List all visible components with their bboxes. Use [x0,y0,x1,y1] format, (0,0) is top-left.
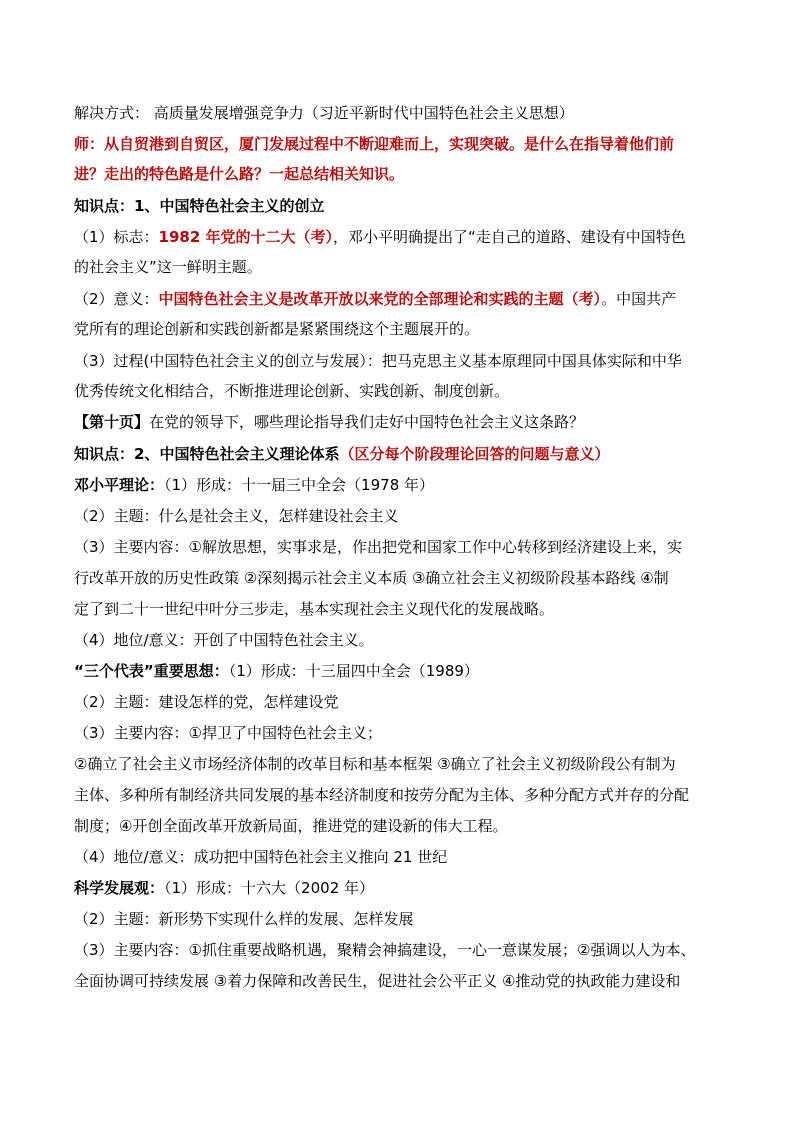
scientific-development-content-1: （3）主要内容：①抓住重要战略机遇，聚精会神搞建设，一心一意谋发展；②强调以人为本、 [74,941,696,959]
three-represents-label: “三个代表”重要思想： [74,662,229,680]
significance-highlight: 中国特色社会主义是改革开放以来党的全部理论和实践的主题（考） [158,290,602,308]
scientific-development-formation: （1）形成：十六大（2002 年） [164,879,375,897]
significance-label: （2）意义： [74,290,159,308]
scientific-development-content-2: 全面协调可持续发展 ③着力保障和改善民生，促进社会公平正义 ④推动党的执政能力建设和 [74,972,681,990]
page-ten-text: 在党的领导下，哪些理论指导我们走好中国特色社会主义这条路？ [149,413,585,431]
deng-theory-line [74,475,734,495]
landmark-highlight: 1982 年党的十二大（考） [158,228,334,246]
three-represents-content-1: （3）主要内容：①捍卫了中国特色社会主义； [74,724,382,742]
deng-content-line-2: 行改革开放的历史性政策 ②深刻揭示社会主义本质 ③确立社会主义初级阶段基本路线 ④制 [74,569,669,587]
three-represents-content-3: 主体、多种所有制经济共同发展的基本经济制度和按劳分配为主体、多种分配方式并存的分配 [74,786,690,804]
three-represents-formation: （1）形成：十三届四中全会（1989） [228,662,479,680]
process-line: （3）过程(中国特色社会主义的创立与发展）：把马克思主义基本原理同中国具体实际和中华 [74,352,682,370]
landmark-line-2: 的社会主义”这一鲜明主题。 [74,258,262,276]
teacher-question-line-1: 师：从自贸港到自贸区，厦门发展过程中不断迎难而上，实现突破。是什么在指导着他们前 [74,135,675,153]
page-ten-question [74,412,734,432]
scientific-development-theme: （2）主题：新形势下实现什么样的发展、怎样发展 [74,910,414,928]
landmark-line [74,227,734,247]
significance-line [74,289,734,309]
significance-line-2: 党所有的理论创新和实践创新都是紧紧围绕这个主题展开的。 [74,320,480,338]
three-represents-line [74,661,734,681]
knowledge-point-2-heading [74,444,734,464]
deng-theory-label: 邓小平理论： [74,476,165,494]
knowledge-point-2-note: （区分每个阶段理论回答的问题与意义） [339,445,610,463]
knowledge-point-2-title: 知识点：2、中国特色社会主义理论体系 [74,445,340,463]
scientific-development-line [74,878,734,898]
page-ten-label: 【第十页】 [74,413,150,431]
process-line-2: 优秀传统文化相结合，不断推进理论创新、实践创新、制度创新。 [74,382,510,400]
deng-content-line-1: （3）主要内容：①解放思想，实事求是，作出把党和国家工作中心转移到经济建设上来，实 [74,538,682,556]
deng-theory-formation: （1）形成：十一届三中全会（1978 年） [164,476,435,494]
solution-line: 解决方式： 高质量发展增强竞争力（习近平新时代中国特色社会主义思想） [74,104,574,122]
three-represents-content-2: ②确立了社会主义市场经济体制的改革目标和基本框架 ③确立了社会主义初级阶段公有制为 [74,755,676,773]
scientific-development-label: 科学发展观： [74,879,165,897]
deng-theme-line: （2）主题：什么是社会主义，怎样建设社会主义 [74,507,399,525]
landmark-text: ，邓小平明确提出了“走自己的道路、建设有中国特色 [333,228,686,246]
landmark-label: （1）标志： [74,228,159,246]
significance-text: 。中国共产 [601,290,677,308]
deng-status-line: （4）地位/意义：开创了中国特色社会主义。 [74,631,374,649]
teacher-question-line-2: 进？走出的特色路是什么路？一起总结相关知识。 [74,165,405,183]
knowledge-point-1-heading: 知识点：1、中国特色社会主义的创立 [74,197,325,215]
three-represents-content-4: 制度；④开创全面改革开放新局面，推进党的建设新的伟大工程。 [74,817,508,835]
three-represents-status: （4）地位/意义：成功把中国特色社会主义推向 21 世纪 [74,848,448,866]
deng-content-line-3: 定了到二十一世纪中叶分三步走，基本实现社会主义现代化的发展战略。 [74,600,555,618]
three-represents-theme: （2）主题：建设怎样的党，怎样建设党 [74,693,339,711]
